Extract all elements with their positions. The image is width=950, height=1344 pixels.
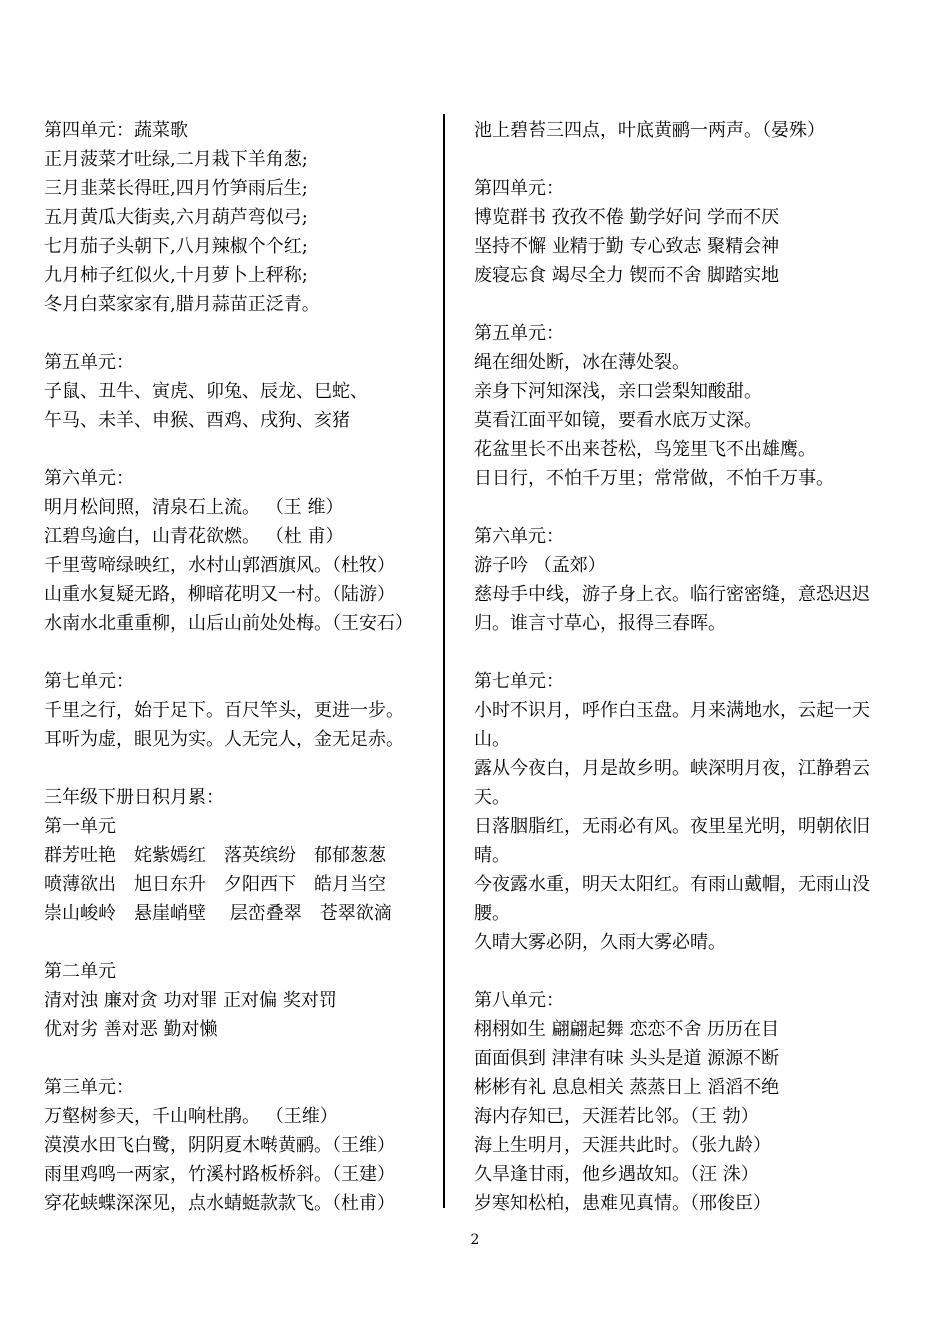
text-line: 雨里鸡鸣一两家，竹溪村路板桥斜。（王建） — [44, 1164, 395, 1185]
text-line: 崇山峻岭 悬崖峭壁 层峦叠翠 苍翠欲滴 — [44, 903, 392, 924]
text-line: 第五单元： — [474, 323, 564, 344]
text-line: 群芳吐艳 姹紫嫣红 落英缤纷 郁郁葱葱 — [44, 845, 386, 866]
text-line: 第六单元： — [44, 468, 134, 489]
text-line: 第七单元： — [44, 671, 134, 692]
text-line: 五月黄瓜大街卖,六月葫芦弯似弓; — [44, 207, 308, 228]
text-line: 七月茄子头朝下,八月辣椒个个红; — [44, 236, 308, 257]
text-line: 千里莺啼绿映红，水村山郭酒旗风。（杜牧） — [44, 555, 395, 576]
text-line: 彬彬有礼 息息相关 蒸蒸日上 滔滔不绝 — [474, 1077, 780, 1098]
text-line: 莫看江面平如镜，要看水底万丈深。 — [474, 410, 762, 431]
text-line: 慈母手中线，游子身上衣。临行密密缝，意恐迟迟 — [474, 584, 870, 605]
text-line: 水南水北重重柳，山后山前处处梅。（王安石） — [44, 613, 413, 634]
text-line: 正月菠菜才吐绿,二月栽下羊角葱; — [44, 149, 308, 170]
text-line: 晴。 — [474, 845, 510, 866]
text-line: 漠漠水田飞白鹭，阴阴夏木啭黄鹂。（王维） — [44, 1135, 395, 1156]
text-line: 海上生明月，天涯共此时。（张九龄） — [474, 1135, 771, 1156]
text-line: 千里之行，始于足下。百尺竿头，更进一步。 — [44, 700, 404, 721]
text-line: 第五单元： — [44, 352, 134, 373]
blank-line — [474, 957, 914, 986]
left-column — [44, 116, 440, 1218]
text-line: 池上碧苔三四点，叶底黄鹂一两声。（晏殊） — [474, 120, 825, 141]
text-line: 第一单元 — [44, 816, 116, 837]
text-line: 清对浊 廉对贪 功对罪 正对偏 奖对罚 — [44, 990, 337, 1011]
text-line: 九月柿子红似火,十月萝卜上秤称; — [44, 265, 308, 286]
text-line: 露从今夜白，月是故乡明。峡深明月夜，江静碧云 — [474, 758, 870, 779]
text-line: 山。 — [474, 729, 510, 750]
blank-line — [44, 435, 440, 464]
text-line: 面面俱到 津津有味 头头是道 源源不断 — [474, 1048, 780, 1069]
blank-line — [474, 638, 914, 667]
text-line: 岁寒知松柏，患难见真情。（邢俊臣） — [474, 1193, 771, 1214]
column-divider — [443, 114, 445, 1208]
text-line: 坚持不懈 业精于勤 专心致志 聚精会神 — [474, 236, 780, 257]
text-line: 子鼠、丑牛、寅虎、卯兔、辰龙、巳蛇、 — [44, 381, 368, 402]
text-line: 第二单元 — [44, 961, 116, 982]
blank-line — [44, 319, 440, 348]
text-line: 第八单元： — [474, 990, 564, 1011]
text-line: 海内存知已，天涯若比邻。（王 勃） — [474, 1106, 759, 1127]
text-line: 第三单元： — [44, 1077, 134, 1098]
text-line: 日日行，不怕千万里；常常做，不怕千万事。 — [474, 468, 834, 489]
text-line: 今夜露水重，明天太阳红。有雨山戴帽，无雨山没 — [474, 874, 870, 895]
text-line: 日落胭脂红，无雨必有风。夜里星光明，明朝依旧 — [474, 816, 870, 837]
text-line: 久旱逢甘雨，他乡遇故知。（汪 洙） — [474, 1164, 759, 1185]
text-line: 绳在细处断，冰在薄处裂。 — [474, 352, 690, 373]
text-line: 废寝忘食 竭尽全力 锲而不舍 脚踏实地 — [474, 265, 780, 286]
text-line: 第七单元： — [474, 671, 564, 692]
blank-line — [44, 1044, 440, 1073]
text-line: 天。 — [474, 787, 510, 808]
text-line: 三月韭菜长得旺,四月竹笋雨后生; — [44, 178, 308, 199]
text-line: 花盆里长不出来苍松，鸟笼里飞不出雄鹰。 — [474, 439, 816, 460]
text-line: 游子吟 （孟郊） — [474, 555, 606, 576]
text-line: 博览群书 孜孜不倦 勤学好问 学而不厌 — [474, 207, 780, 228]
blank-line — [474, 290, 914, 319]
text-line: 江碧鸟逾白，山青花欲燃。 （杜 甫） — [44, 526, 344, 547]
blank-line — [44, 928, 440, 957]
blank-line — [474, 493, 914, 522]
text-line: 第四单元： — [474, 178, 564, 199]
text-line: 腰。 — [474, 903, 510, 924]
text-line: 第四单元：蔬菜歌 — [44, 120, 188, 141]
text-line: 亲身下河知深浅，亲口尝梨知酸甜。 — [474, 381, 762, 402]
blank-line — [474, 145, 914, 174]
blank-line — [44, 638, 440, 667]
text-line: 归。谁言寸草心，报得三春晖。 — [474, 613, 726, 634]
text-line: 第六单元： — [474, 526, 564, 547]
text-line: 久晴大雾必阴，久雨大雾必晴。 — [474, 932, 726, 953]
text-line: 耳听为虚，眼见为实。人无完人，金无足赤。 — [44, 729, 404, 750]
text-line: 小时不识月，呼作白玉盘。月来满地水，云起一天 — [474, 700, 870, 721]
text-line: 午马、未羊、申猴、酉鸡、戌狗、亥猪 — [44, 410, 350, 431]
blank-line — [44, 754, 440, 783]
text-line: 栩栩如生 翩翩起舞 恋恋不舍 历历在目 — [474, 1019, 780, 1040]
page-number: 2 — [470, 1232, 480, 1248]
text-line: 穿花蛱蝶深深见，点水蜻蜓款款飞。（杜甫） — [44, 1193, 395, 1214]
text-line: 优对劣 善对恶 勤对懒 — [44, 1019, 218, 1040]
text-line: 明月松间照，清泉石上流。 （王 维） — [44, 497, 344, 518]
right-column — [474, 116, 914, 1218]
text-line: 山重水复疑无路，柳暗花明又一村。（陆游） — [44, 584, 395, 605]
text-line: 冬月白菜家家有,腊月蒜苗正泛青。 — [44, 294, 320, 315]
text-line: 万壑树参天，千山响杜鹃。 （王维） — [44, 1106, 338, 1127]
text-line: 三年级下册日积月累： — [44, 787, 224, 808]
text-line: 喷薄欲出 旭日东升 夕阳西下 皓月当空 — [44, 874, 386, 895]
